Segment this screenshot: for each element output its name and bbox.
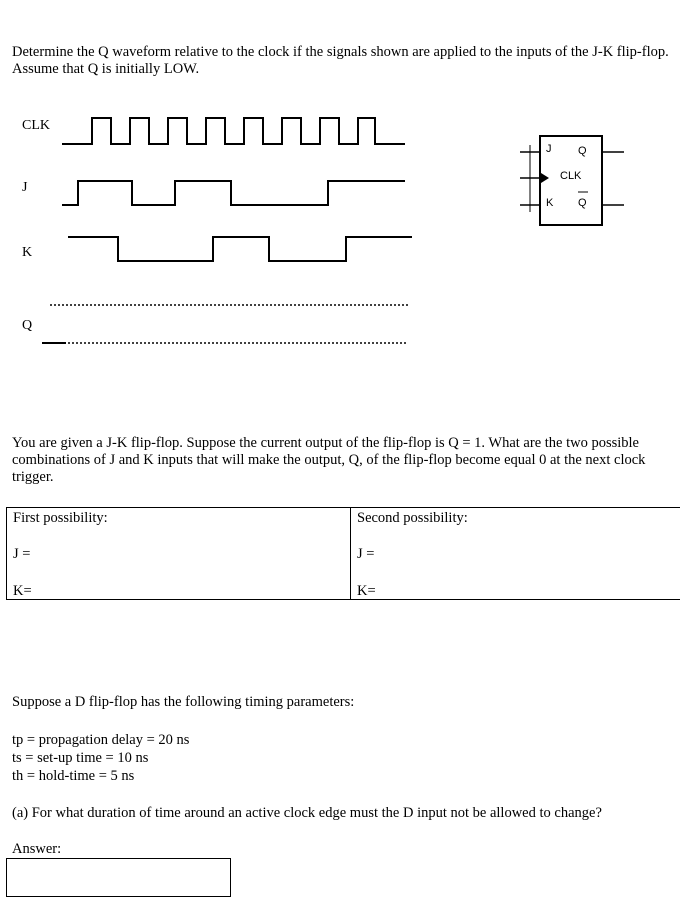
first-j-field[interactable]: J =: [13, 546, 31, 562]
ff-j-pin: J: [546, 143, 552, 155]
j-label: J: [22, 180, 28, 195]
second-k-field[interactable]: K=: [357, 583, 376, 599]
first-possibility-header: First possibility:: [13, 510, 108, 526]
ff-q-pin: Q: [578, 145, 587, 157]
param-tp: tp = propagation delay = 20 ns: [12, 732, 190, 748]
second-possibility-header: Second possibility:: [357, 510, 468, 526]
q3-intro: Suppose a D flip-flop has the following timing parameters:: [12, 694, 355, 710]
j-waveform: [62, 181, 405, 205]
param-ts: ts = set-up time = 10 ns: [12, 750, 149, 766]
k-label: K: [22, 245, 33, 260]
ff-k-pin: K: [546, 197, 554, 209]
q1-prompt: Determine the Q waveform relative to the clock if the signals shown are applied to the inputs of the J-K flip-flop. Assume that Q is initially LOW.: [12, 44, 669, 77]
q2-prompt: You are given a J-K flip-flop. Suppose the current output of the flip-flop is Q = 1. What are the two possible combinations of J and K inputs that will make the output, Q, of the flip-flop become equal 0 at the next clock trigger.: [12, 435, 646, 485]
ff-qbar-pin: Q: [578, 197, 587, 209]
clock-triangle: [541, 173, 549, 183]
first-k-field[interactable]: K=: [13, 583, 32, 599]
param-th: th = hold-time = 5 ns: [12, 768, 135, 784]
k-waveform: [68, 237, 412, 261]
answer-box[interactable]: [6, 858, 231, 897]
answer-label: Answer:: [12, 841, 62, 857]
ff-clk-pin: CLK: [560, 170, 582, 182]
q-label: Q: [22, 318, 33, 333]
second-j-field[interactable]: J =: [357, 546, 375, 562]
clk-label: CLK: [22, 118, 50, 133]
q3-question-a: (a) For what duration of time around an active clock edge must the D input not be allowed to change?: [12, 805, 602, 821]
clk-waveform: [62, 118, 405, 144]
